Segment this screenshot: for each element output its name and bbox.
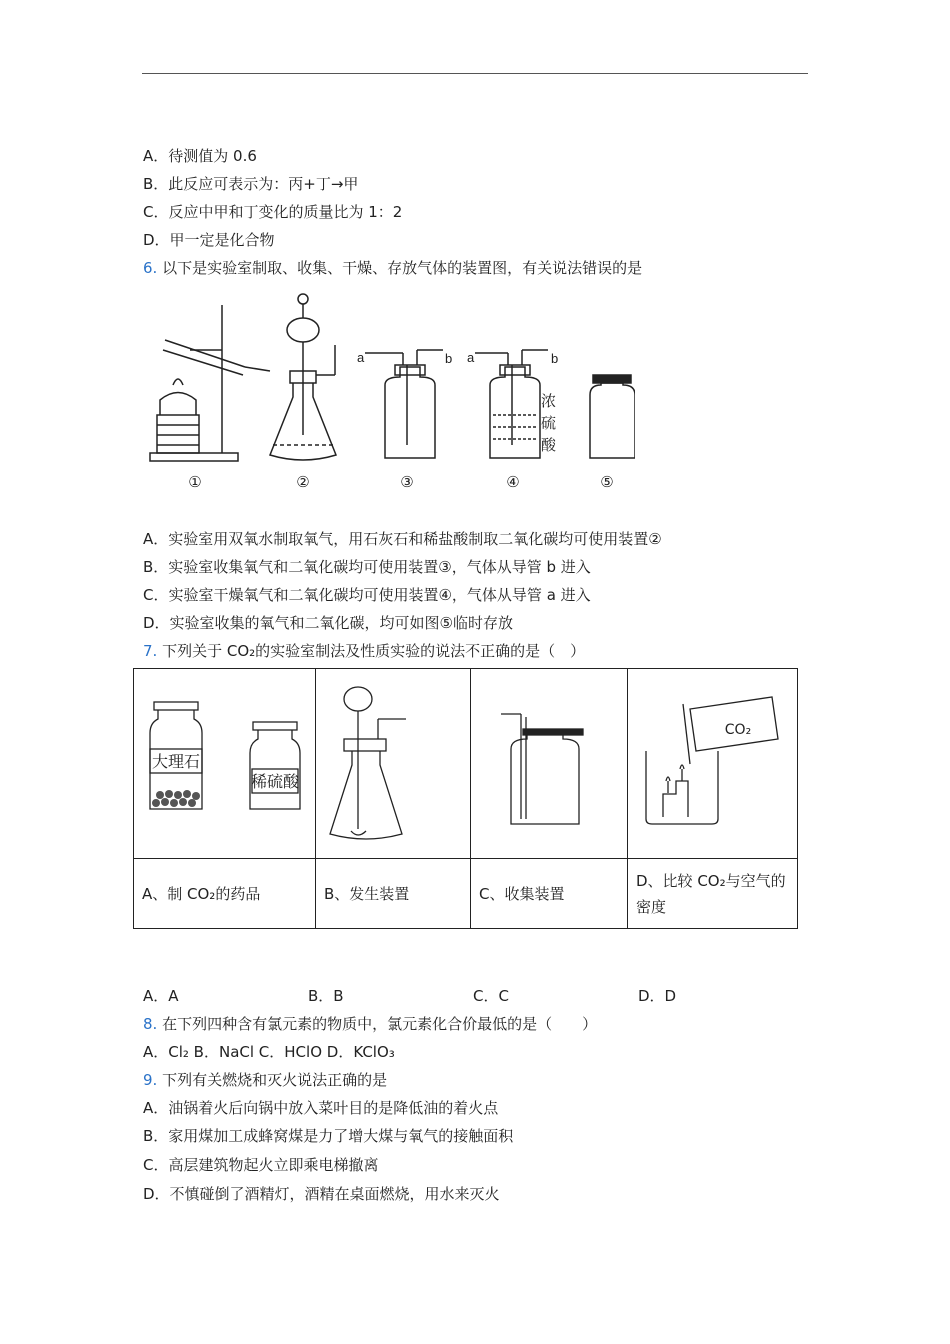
q7-caption-c: C、收集装置 bbox=[471, 859, 628, 929]
header-rule bbox=[142, 73, 808, 74]
apparatus-4-drying-bottle bbox=[475, 350, 548, 458]
q7-cell-b-image bbox=[316, 669, 471, 859]
acid-label-1: 浓 bbox=[541, 392, 557, 410]
tube-label-b-4: b bbox=[551, 351, 559, 366]
q7-cell-a-image bbox=[134, 669, 316, 859]
co2-bottle-label: CO₂ bbox=[724, 722, 752, 738]
q9-option-c: C．高层建筑物起火立即乘电梯撤离 bbox=[143, 1156, 379, 1174]
density-comparison-illustration bbox=[628, 669, 796, 854]
tube-label-a-3: a bbox=[357, 350, 365, 365]
q6-stem bbox=[143, 258, 642, 278]
q7-answer-c: C．C bbox=[473, 987, 509, 1005]
q5-option-c: C．反应中甲和丁变化的质量比为 1：2 bbox=[143, 203, 403, 221]
q6-option-d: D．实验室收集的氧气和二氧化碳，均可如图⑤临时存放 bbox=[143, 614, 513, 632]
q7-answer-b: B．B bbox=[308, 987, 344, 1005]
q8-stem-text: 在下列四种含有氯元素的物质中，氯元素化合价最低的是（ ） bbox=[162, 1015, 598, 1033]
reagent-bottles-illustration bbox=[134, 669, 314, 854]
q8-number: 8. bbox=[143, 1015, 158, 1033]
apparatus-3-gas-bottle bbox=[365, 350, 443, 458]
q9-option-a: A．油锅着火后向锅中放入菜叶目的是降低油的着火点 bbox=[143, 1099, 499, 1117]
apparatus-5-sealed-bottle bbox=[590, 375, 635, 458]
q7-number: 7. bbox=[143, 642, 158, 660]
acid-label-3: 酸 bbox=[541, 436, 557, 454]
q7-table bbox=[133, 668, 798, 929]
acid-label-2: 硫 bbox=[541, 414, 557, 432]
bottle-label-acid: 稀硫酸 bbox=[250, 772, 300, 791]
collection-bottle-illustration bbox=[471, 669, 626, 854]
q6-option-a: A．实验室用双氧水制取氧气，用石灰石和稀盐酸制取二氧化碳均可使用装置② bbox=[143, 530, 662, 548]
figure-label-1: ① bbox=[188, 473, 202, 491]
q8-options: A．Cl₂ B．NaCl C．HClO D．KClO₃ bbox=[143, 1043, 395, 1061]
q6-apparatus-figure bbox=[145, 285, 635, 500]
tube-label-b-3: b bbox=[445, 351, 453, 366]
figure-label-5: ⑤ bbox=[600, 473, 614, 491]
q7-caption-b: B、发生装置 bbox=[316, 859, 471, 929]
q9-number: 9. bbox=[143, 1071, 158, 1089]
q7-answer-d: D．D bbox=[638, 987, 677, 1005]
q5-option-d: D．甲一定是化合物 bbox=[143, 231, 275, 249]
q6-option-c: C．实验室干燥氧气和二氧化碳均可使用装置④，气体从导管 a 进入 bbox=[143, 586, 591, 604]
q7-stem-text: 下列关于 CO₂的实验室制法及性质实验的说法不正确的是（ ） bbox=[162, 642, 586, 660]
q6-number: 6. bbox=[143, 259, 158, 277]
q7-stem bbox=[143, 641, 585, 661]
apparatus-1-heating-setup bbox=[150, 305, 270, 461]
apparatus-2-flask-with-funnel bbox=[270, 294, 336, 460]
q7-caption-a: A、制 CO₂的药品 bbox=[134, 859, 316, 929]
q5-option-b: B．此反应可表示为：丙+丁→甲 bbox=[143, 175, 359, 193]
figure-label-3: ③ bbox=[400, 473, 414, 491]
q9-stem bbox=[143, 1070, 387, 1090]
generator-flask-illustration bbox=[316, 669, 469, 854]
bottle-label-marble: 大理石 bbox=[151, 752, 201, 771]
q5-option-a: A．待测值为 0.6 bbox=[143, 147, 257, 165]
figure-label-2: ② bbox=[296, 473, 310, 491]
q7-caption-d: D、比较 CO₂与空气的密度 bbox=[628, 859, 798, 929]
q9-option-d: D．不慎碰倒了酒精灯，酒精在桌面燃烧，用水来灭火 bbox=[143, 1185, 500, 1203]
q9-option-b: B．家用煤加工成蜂窝煤是力了增大煤与氧气的接触面积 bbox=[143, 1127, 514, 1145]
q8-stem bbox=[143, 1014, 597, 1034]
q7-cell-c-image bbox=[471, 669, 628, 859]
q7-cell-d-image bbox=[628, 669, 798, 859]
q6-option-b: B．实验室收集氧气和二氧化碳均可使用装置③，气体从导管 b 进入 bbox=[143, 558, 591, 576]
tube-label-a-4: a bbox=[467, 350, 475, 365]
q6-stem-text: 以下是实验室制取、收集、干燥、存放气体的装置图，有关说法错误的是 bbox=[162, 259, 643, 277]
figure-label-4: ④ bbox=[506, 473, 520, 491]
q7-answer-a: A．A bbox=[143, 987, 179, 1005]
q9-stem-text: 下列有关燃烧和灭火说法正确的是 bbox=[162, 1071, 388, 1089]
